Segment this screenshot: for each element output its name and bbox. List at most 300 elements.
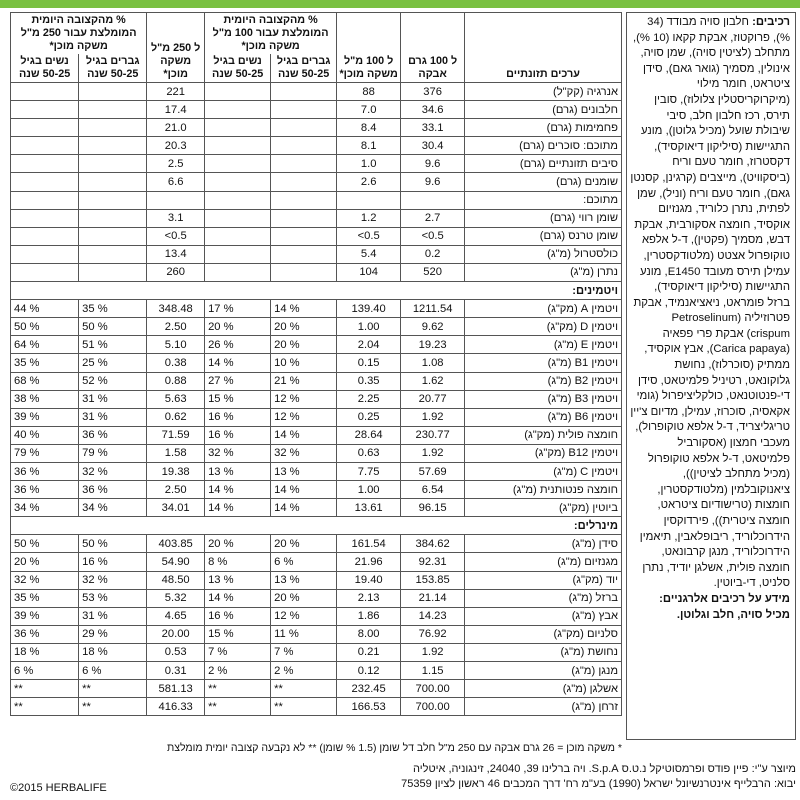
cell-g100: 14.23 bbox=[401, 607, 465, 625]
cell-m100: 11 % bbox=[271, 625, 337, 643]
cell-name: ויטמין E (מ"ג) bbox=[465, 336, 622, 354]
cell-name: אבץ (מ"ג) bbox=[465, 607, 622, 625]
cell-w100: 20 % bbox=[205, 535, 271, 553]
cell-name: מתוכם: bbox=[465, 191, 622, 209]
cell-ml100: 161.54 bbox=[337, 535, 401, 553]
cell-m250: 18 % bbox=[79, 643, 147, 661]
table-row bbox=[11, 462, 622, 480]
header-rdi100-men: גברים בגיל 50-25 שנה bbox=[271, 54, 337, 83]
cell-w250: 6 % bbox=[11, 662, 79, 680]
cell-m100: 2 % bbox=[271, 662, 337, 680]
cell-name: מנגן (מ"ג) bbox=[465, 662, 622, 680]
cell-m250: 53 % bbox=[79, 589, 147, 607]
cell-w250: ** bbox=[11, 698, 79, 716]
cell-w100: 13 % bbox=[205, 571, 271, 589]
cell-w100: 7 % bbox=[205, 643, 271, 661]
cell-m250 bbox=[79, 191, 147, 209]
cell-m250: 16 % bbox=[79, 553, 147, 571]
cell-w250: 18 % bbox=[11, 643, 79, 661]
table-row bbox=[11, 680, 622, 698]
cell-ml250: 0.31 bbox=[147, 662, 205, 680]
cell-w100: 27 % bbox=[205, 372, 271, 390]
cell-w100 bbox=[205, 209, 271, 227]
cell-m250 bbox=[79, 155, 147, 173]
cell-ml100: 0.12 bbox=[337, 662, 401, 680]
cell-name: סיבים תזונתיים (גרם) bbox=[465, 155, 622, 173]
cell-w250: 40 % bbox=[11, 426, 79, 444]
cell-ml250: 416.33 bbox=[147, 698, 205, 716]
cell-m250: 34 % bbox=[79, 499, 147, 517]
cell-name: ברזל (מ"ג) bbox=[465, 589, 622, 607]
cell-m100: 14 % bbox=[271, 426, 337, 444]
importer-line: יבוא: הרבלייף אינטרנשיונל ישראל (1990) בע"מ רח' דרך המכבים 46 ראשון לציון 75359 bbox=[401, 778, 796, 790]
table-row bbox=[11, 571, 622, 589]
cell-ml250 bbox=[147, 191, 205, 209]
table-row bbox=[11, 390, 622, 408]
cell-ml100: 19.40 bbox=[337, 571, 401, 589]
cell-m250: 52 % bbox=[79, 372, 147, 390]
table-row bbox=[11, 499, 622, 517]
cell-w100 bbox=[205, 83, 271, 101]
cell-g100: 384.62 bbox=[401, 535, 465, 553]
cell-w250: 39 % bbox=[11, 607, 79, 625]
cell-w100: 2 % bbox=[205, 662, 271, 680]
cell-m100: 14 % bbox=[271, 481, 337, 499]
cell-w250 bbox=[11, 245, 79, 263]
cell-w250: 64 % bbox=[11, 336, 79, 354]
cell-ml100: 2.04 bbox=[337, 336, 401, 354]
cell-ml250: 221 bbox=[147, 83, 205, 101]
header-rdi250-title: % מהקצובה היומית המומלצת עבור 250 מ"ל משקה מוכן* bbox=[11, 13, 147, 55]
table-row bbox=[11, 155, 622, 173]
cell-name: ויטמין B12 (מק"ג) bbox=[465, 444, 622, 462]
cell-ml100 bbox=[337, 191, 401, 209]
cell-m250 bbox=[79, 137, 147, 155]
cell-w250: 34 % bbox=[11, 499, 79, 517]
section-label: ויטמינים: bbox=[11, 282, 622, 300]
header-row-top bbox=[11, 13, 622, 55]
table-row bbox=[11, 408, 622, 426]
cell-ml250: 0.38 bbox=[147, 354, 205, 372]
cell-g100: 1.92 bbox=[401, 444, 465, 462]
cell-w100: 16 % bbox=[205, 607, 271, 625]
cell-m100: 12 % bbox=[271, 390, 337, 408]
allergen-title: מידע על רכיבים אלרגניים: bbox=[659, 592, 790, 605]
header-rdi250-women: נשים בגיל 50-25 שנה bbox=[11, 54, 79, 83]
cell-m100: 20 % bbox=[271, 318, 337, 336]
cell-name: ויטמין B3 (מ"ג) bbox=[465, 390, 622, 408]
cell-m100 bbox=[271, 191, 337, 209]
cell-m100: 14 % bbox=[271, 499, 337, 517]
cell-ml250: 581.13 bbox=[147, 680, 205, 698]
cell-g100: 19.23 bbox=[401, 336, 465, 354]
header-rdi100-women: נשים בגיל 50-25 שנה bbox=[205, 54, 271, 83]
cell-name: מגנזיום (מ"ג) bbox=[465, 553, 622, 571]
cell-w100: 26 % bbox=[205, 336, 271, 354]
cell-m100: 6 % bbox=[271, 553, 337, 571]
cell-m250: 32 % bbox=[79, 462, 147, 480]
cell-name: אשלגן (מ"ג) bbox=[465, 680, 622, 698]
cell-g100: 9.62 bbox=[401, 318, 465, 336]
cell-w250: 36 % bbox=[11, 481, 79, 499]
cell-m100: ** bbox=[271, 680, 337, 698]
cell-g100: 33.1 bbox=[401, 119, 465, 137]
cell-m250: 36 % bbox=[79, 426, 147, 444]
cell-ml250: 2.5 bbox=[147, 155, 205, 173]
cell-g100: 700.00 bbox=[401, 680, 465, 698]
cell-m100: 20 % bbox=[271, 535, 337, 553]
cell-ml250: 34.01 bbox=[147, 499, 205, 517]
cell-ml100: 0.35 bbox=[337, 372, 401, 390]
cell-ml250: 20.00 bbox=[147, 625, 205, 643]
allergen-text: מכיל סויה, חלב וגלוטן. bbox=[676, 608, 790, 621]
table-row bbox=[11, 553, 622, 571]
cell-g100: 21.14 bbox=[401, 589, 465, 607]
cell-ml100: <0.5 bbox=[337, 227, 401, 245]
cell-w100: ** bbox=[205, 698, 271, 716]
cell-w100: 14 % bbox=[205, 589, 271, 607]
cell-ml250: <0.5 bbox=[147, 227, 205, 245]
cell-m100 bbox=[271, 137, 337, 155]
cell-ml100: 13.61 bbox=[337, 499, 401, 517]
cell-g100: 700.00 bbox=[401, 698, 465, 716]
cell-m250: ** bbox=[79, 680, 147, 698]
cell-m250: 31 % bbox=[79, 390, 147, 408]
table-row bbox=[11, 444, 622, 462]
cell-m250 bbox=[79, 173, 147, 191]
cell-ml250: 348.48 bbox=[147, 300, 205, 318]
cell-g100: <0.5 bbox=[401, 227, 465, 245]
cell-w250 bbox=[11, 155, 79, 173]
cell-name: שומנים (גרם) bbox=[465, 173, 622, 191]
cell-name: נחושת (מ"ג) bbox=[465, 643, 622, 661]
cell-m250: 35 % bbox=[79, 300, 147, 318]
header-per100ml: ל 100 מ"ל משקה מוכן* bbox=[337, 13, 401, 83]
header-rdi250-men: גברים בגיל 50-25 שנה bbox=[79, 54, 147, 83]
header-name: ערכים תזונתיים bbox=[465, 13, 622, 83]
cell-ml250: 5.10 bbox=[147, 336, 205, 354]
cell-w250: 35 % bbox=[11, 589, 79, 607]
cell-m100: 10 % bbox=[271, 354, 337, 372]
cell-w100 bbox=[205, 173, 271, 191]
cell-g100: 76.92 bbox=[401, 625, 465, 643]
cell-ml100: 2.13 bbox=[337, 589, 401, 607]
cell-w100: 14 % bbox=[205, 499, 271, 517]
cell-m100: ** bbox=[271, 698, 337, 716]
cell-ml100: 88 bbox=[337, 83, 401, 101]
cell-w250 bbox=[11, 209, 79, 227]
green-top-bar bbox=[0, 0, 800, 8]
cell-ml100: 1.2 bbox=[337, 209, 401, 227]
cell-w250: 50 % bbox=[11, 318, 79, 336]
cell-ml100: 0.21 bbox=[337, 643, 401, 661]
table-row bbox=[11, 354, 622, 372]
footnote: * משקה מוכן = 26 גרם אבקה עם 250 מ"ל חלב דל שומן (1.5 % שומן) ** לא נקבעה קצובה יומית מומלצת bbox=[166, 742, 622, 754]
header-per250ml: ל 250 מ"ל משקה מוכן* bbox=[147, 13, 205, 83]
table-row bbox=[11, 191, 622, 209]
table-row bbox=[11, 535, 622, 553]
cell-ml250: 13.4 bbox=[147, 245, 205, 263]
cell-w100: 8 % bbox=[205, 553, 271, 571]
cell-name: ויטמין A (מק"ג) bbox=[465, 300, 622, 318]
table-row bbox=[11, 625, 622, 643]
cell-w250: 36 % bbox=[11, 625, 79, 643]
copyright: ©2015 HERBALIFE bbox=[10, 782, 107, 794]
table-row bbox=[11, 83, 622, 101]
cell-m100 bbox=[271, 227, 337, 245]
cell-ml100: 1.86 bbox=[337, 607, 401, 625]
cell-m100 bbox=[271, 101, 337, 119]
address-block bbox=[16, 762, 796, 792]
cell-name: ויטמין D (מק"ג) bbox=[465, 318, 622, 336]
cell-w250: 32 % bbox=[11, 571, 79, 589]
cell-m250: 79 % bbox=[79, 444, 147, 462]
cell-m250: 36 % bbox=[79, 481, 147, 499]
cell-ml100: 1.00 bbox=[337, 318, 401, 336]
cell-m100 bbox=[271, 155, 337, 173]
cell-ml250: 0.53 bbox=[147, 643, 205, 661]
cell-g100: 1211.54 bbox=[401, 300, 465, 318]
cell-m250 bbox=[79, 263, 147, 281]
cell-name: סידן (מ"ג) bbox=[465, 535, 622, 553]
cell-g100: 9.6 bbox=[401, 173, 465, 191]
cell-m250 bbox=[79, 101, 147, 119]
cell-g100: 1.92 bbox=[401, 408, 465, 426]
cell-m100 bbox=[271, 119, 337, 137]
cell-m100: 32 % bbox=[271, 444, 337, 462]
cell-ml250: 3.1 bbox=[147, 209, 205, 227]
cell-ml250: 0.88 bbox=[147, 372, 205, 390]
cell-m100 bbox=[271, 83, 337, 101]
cell-w250: 20 % bbox=[11, 553, 79, 571]
cell-ml250: 1.58 bbox=[147, 444, 205, 462]
cell-name: כולסטרול (מ"ג) bbox=[465, 245, 622, 263]
cell-ml100: 2.25 bbox=[337, 390, 401, 408]
section-row bbox=[11, 282, 622, 300]
table-row bbox=[11, 372, 622, 390]
table-row bbox=[11, 119, 622, 137]
table-row bbox=[11, 426, 622, 444]
cell-ml100: 28.64 bbox=[337, 426, 401, 444]
cell-ml100: 8.4 bbox=[337, 119, 401, 137]
cell-w100: 15 % bbox=[205, 625, 271, 643]
cell-w100: 16 % bbox=[205, 426, 271, 444]
cell-w250 bbox=[11, 227, 79, 245]
cell-g100: 1.92 bbox=[401, 643, 465, 661]
cell-ml100: 104 bbox=[337, 263, 401, 281]
cell-ml250: 48.50 bbox=[147, 571, 205, 589]
cell-w250: 39 % bbox=[11, 408, 79, 426]
cell-m100: 12 % bbox=[271, 408, 337, 426]
cell-ml250: 71.59 bbox=[147, 426, 205, 444]
table-row bbox=[11, 227, 622, 245]
cell-ml100: 21.96 bbox=[337, 553, 401, 571]
cell-name: חומצה פולית (מק"ג) bbox=[465, 426, 622, 444]
cell-w100: 13 % bbox=[205, 462, 271, 480]
cell-w100: 17 % bbox=[205, 300, 271, 318]
header-per100g: ל 100 גרם אבקה bbox=[401, 13, 465, 83]
cell-m100: 14 % bbox=[271, 300, 337, 318]
cell-w250: 35 % bbox=[11, 354, 79, 372]
table-row bbox=[11, 481, 622, 499]
cell-m250 bbox=[79, 227, 147, 245]
cell-w100 bbox=[205, 137, 271, 155]
cell-g100: 153.85 bbox=[401, 571, 465, 589]
cell-w100 bbox=[205, 245, 271, 263]
cell-name: שומן רווי (גרם) bbox=[465, 209, 622, 227]
cell-ml250: 21.0 bbox=[147, 119, 205, 137]
cell-name: חלבונים (גרם) bbox=[465, 101, 622, 119]
cell-m250: 31 % bbox=[79, 607, 147, 625]
table-row bbox=[11, 336, 622, 354]
cell-w250: 68 % bbox=[11, 372, 79, 390]
ingredients-title: רכיבים: bbox=[752, 16, 790, 28]
cell-ml100: 5.4 bbox=[337, 245, 401, 263]
cell-ml100: 2.6 bbox=[337, 173, 401, 191]
cell-w100: 32 % bbox=[205, 444, 271, 462]
cell-w250 bbox=[11, 173, 79, 191]
cell-w250: 79 % bbox=[11, 444, 79, 462]
cell-m250: 25 % bbox=[79, 354, 147, 372]
cell-w250 bbox=[11, 263, 79, 281]
cell-ml250: 260 bbox=[147, 263, 205, 281]
cell-m250: 32 % bbox=[79, 571, 147, 589]
cell-name: מתוכם: סוכרים (גרם) bbox=[465, 137, 622, 155]
cell-w100 bbox=[205, 101, 271, 119]
cell-g100: 9.6 bbox=[401, 155, 465, 173]
table-row bbox=[11, 318, 622, 336]
cell-ml250: 19.38 bbox=[147, 462, 205, 480]
cell-g100: 30.4 bbox=[401, 137, 465, 155]
cell-w250 bbox=[11, 119, 79, 137]
cell-name: ביוטין (מק"ג) bbox=[465, 499, 622, 517]
cell-ml100: 0.25 bbox=[337, 408, 401, 426]
cell-g100: 0.2 bbox=[401, 245, 465, 263]
cell-ml100: 1.00 bbox=[337, 481, 401, 499]
cell-name: יוד (מק"ג) bbox=[465, 571, 622, 589]
ingredients-text: חלבון סויה מבודד (34 %), פרוקטוז, אבקת קקאו (10 %), מתחלב (לציטין סויה), שמן סויה, אינולין, מסמיך (גואר גאם), סידן ציטראט, חומר מילוי (מיקרוקריסטלין צלולוז), סובין תירס, רכז חלבון חלב, סיבי שיבולת שועל (מכיל גלוטן), מונע התגיישות (סיליקון דיאוקסיד), דקסטרוז, חומר טעם וריח (ביסקוויט), מייצבים (קרגינן, קסנטן גאם), חומר טעם וריח (וניל), שמן לפתית, נתרן כלוריד, מגנזיום אוקסיד, חומצה אסקורבית, אבקת דבש, מסמיך (פקטין), ד-ל אלפא טוקופרול אצטט (מלטודקסטרין, עמילן תירס מעובד E1450, מונע התגיישות (סיליקון דיאוקסיד), ברזל פומראט, ניאציאנמיד, אבקת פטרוזיליה (Petroselinum crispum) אבקת פרי פפאיה (Carica papaya), אבץ אוקסיד, ממתיק (סוכרלוז), נחושת גלוקונאט, רטיניל פלמיטאט, סידן די-פנטוטנאט, כולקליציפרול (גומי אקאסיה, סוכרוז, עמילן, מדיום צ'יין טריגליצריד, ד-ל אלפא טוקופרול), מעכבי חמצון (אסקורביל פלמיטאט, ד-ל אלפא טוקופרול (מכיל מתחלב לציטין)), ציאנוקובלמין (מלטודקסטרין, חומצות (טרישודיום ציטראט, חומצה ציטרית)), פירדוקסין הידרוכלוריד, ריבופלאבין, תיאמין הידרוכלוריד, מנגן קרבונאט, חומצה פולית, אשלגן יודיד, נתרן סלניט, די-ביוטין. bbox=[630, 16, 790, 590]
cell-ml100: 8.00 bbox=[337, 625, 401, 643]
cell-ml100: 7.0 bbox=[337, 101, 401, 119]
cell-w250: 38 % bbox=[11, 390, 79, 408]
cell-w250 bbox=[11, 101, 79, 119]
cell-ml100: 1.0 bbox=[337, 155, 401, 173]
cell-w250 bbox=[11, 137, 79, 155]
cell-ml250: 17.4 bbox=[147, 101, 205, 119]
cell-ml250: 6.6 bbox=[147, 173, 205, 191]
cell-m250: 6 % bbox=[79, 662, 147, 680]
cell-ml250: 54.90 bbox=[147, 553, 205, 571]
cell-w100 bbox=[205, 263, 271, 281]
cell-w100 bbox=[205, 155, 271, 173]
table-row bbox=[11, 607, 622, 625]
cell-g100: 2.7 bbox=[401, 209, 465, 227]
cell-ml100: 7.75 bbox=[337, 462, 401, 480]
ingredients-panel bbox=[626, 12, 796, 740]
cell-w100 bbox=[205, 119, 271, 137]
cell-name: ויטמין B1 (מ"ג) bbox=[465, 354, 622, 372]
header-rdi100-title: % מהקצובה היומית המומלצת עבור 100 מ"ל משקה מוכן* bbox=[205, 13, 337, 55]
cell-m250 bbox=[79, 83, 147, 101]
cell-g100: 57.69 bbox=[401, 462, 465, 480]
nutrition-table bbox=[10, 12, 622, 716]
cell-w100 bbox=[205, 191, 271, 209]
cell-ml250: 0.62 bbox=[147, 408, 205, 426]
cell-name: פחמימות (גרם) bbox=[465, 119, 622, 137]
cell-g100: 230.77 bbox=[401, 426, 465, 444]
cell-w250: 50 % bbox=[11, 535, 79, 553]
table-row bbox=[11, 173, 622, 191]
manufacturer-line: מיוצר ע"י: פיין פודס ופרמסוטיקל נ.ט.ס S.p.A. ויה ברלינו 39, 24040, זינגוניה, איטליה bbox=[413, 763, 796, 775]
cell-ml100: 0.15 bbox=[337, 354, 401, 372]
table-row bbox=[11, 300, 622, 318]
cell-ml250: 2.50 bbox=[147, 318, 205, 336]
cell-m100 bbox=[271, 245, 337, 263]
cell-m100: 21 % bbox=[271, 372, 337, 390]
cell-name: שומן טרנס (גרם) bbox=[465, 227, 622, 245]
cell-ml250: 20.3 bbox=[147, 137, 205, 155]
cell-m100 bbox=[271, 173, 337, 191]
cell-g100: 96.15 bbox=[401, 499, 465, 517]
table-row bbox=[11, 209, 622, 227]
cell-g100: 20.77 bbox=[401, 390, 465, 408]
cell-w250: 36 % bbox=[11, 462, 79, 480]
cell-ml250: 5.32 bbox=[147, 589, 205, 607]
cell-m250 bbox=[79, 209, 147, 227]
cell-w250: ** bbox=[11, 680, 79, 698]
cell-w100: 14 % bbox=[205, 481, 271, 499]
cell-m250 bbox=[79, 119, 147, 137]
table-row bbox=[11, 662, 622, 680]
cell-ml250: 2.50 bbox=[147, 481, 205, 499]
cell-m250: 50 % bbox=[79, 318, 147, 336]
cell-m250: 29 % bbox=[79, 625, 147, 643]
cell-name: נתרן (מ"ג) bbox=[465, 263, 622, 281]
cell-w250: 44 % bbox=[11, 300, 79, 318]
cell-g100: 1.15 bbox=[401, 662, 465, 680]
cell-name: סלניום (מק"ג) bbox=[465, 625, 622, 643]
cell-ml250: 403.85 bbox=[147, 535, 205, 553]
cell-ml100: 139.40 bbox=[337, 300, 401, 318]
cell-g100: 34.6 bbox=[401, 101, 465, 119]
table-row bbox=[11, 698, 622, 716]
table-row bbox=[11, 263, 622, 281]
cell-ml100: 0.63 bbox=[337, 444, 401, 462]
cell-w100: 16 % bbox=[205, 408, 271, 426]
cell-g100: 1.62 bbox=[401, 372, 465, 390]
cell-name: אנרגיה (קק"ל) bbox=[465, 83, 622, 101]
section-row bbox=[11, 517, 622, 535]
cell-name: ויטמין B2 (מ"ג) bbox=[465, 372, 622, 390]
cell-w100: ** bbox=[205, 680, 271, 698]
cell-m100 bbox=[271, 263, 337, 281]
table-row bbox=[11, 137, 622, 155]
cell-w250 bbox=[11, 191, 79, 209]
cell-g100: 92.31 bbox=[401, 553, 465, 571]
cell-ml100: 232.45 bbox=[337, 680, 401, 698]
cell-name: זרחן (מ"ג) bbox=[465, 698, 622, 716]
cell-m250: 50 % bbox=[79, 535, 147, 553]
cell-m250: ** bbox=[79, 698, 147, 716]
cell-m100: 20 % bbox=[271, 336, 337, 354]
cell-ml100: 8.1 bbox=[337, 137, 401, 155]
table-row bbox=[11, 101, 622, 119]
cell-w100: 20 % bbox=[205, 318, 271, 336]
cell-w100 bbox=[205, 227, 271, 245]
cell-m100: 13 % bbox=[271, 462, 337, 480]
table-row bbox=[11, 589, 622, 607]
cell-g100 bbox=[401, 191, 465, 209]
